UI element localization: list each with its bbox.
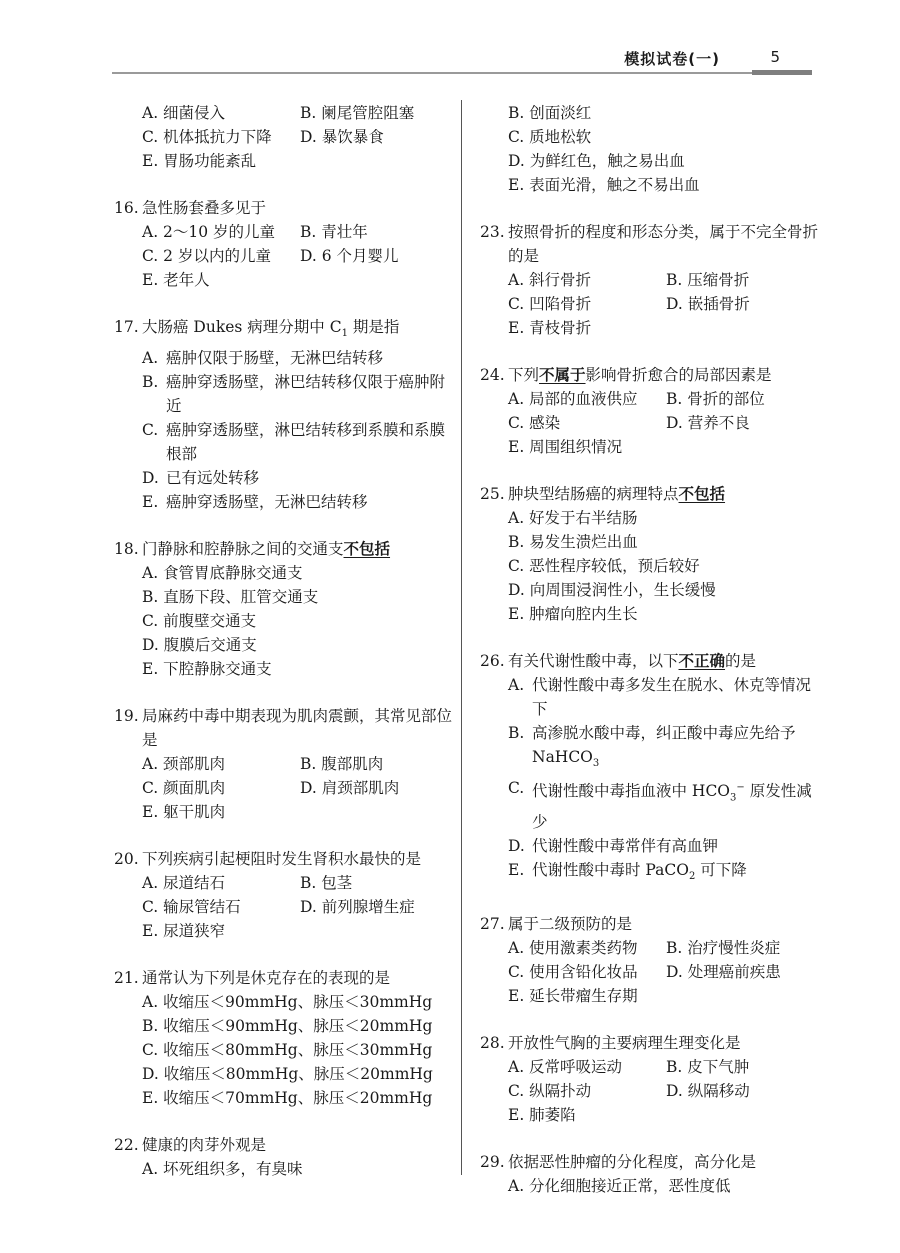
- option-d: D. 暴饮暴食: [300, 128, 384, 146]
- option-c: C. 2 岁以内的儿童: [142, 247, 271, 265]
- option-subscript: 3: [592, 758, 600, 770]
- option-e: E. 肿瘤向腔内生长: [508, 605, 638, 623]
- stem-subscript: 1: [341, 328, 348, 340]
- option-c: C. 质地松软: [508, 128, 592, 146]
- option-d: D. 向周围浸润性小，生长缓慢: [508, 581, 716, 599]
- question-number: 17.: [114, 318, 139, 336]
- option-d: D. 嵌插骨折: [666, 295, 750, 313]
- question-stem: 下列疾病引起梗阻时发生肾积水最快的是: [142, 850, 422, 869]
- option-e: E. 青枝骨折: [508, 319, 592, 337]
- option-text: 癌肿仅限于肠壁，无淋巴结转移: [166, 349, 384, 368]
- stem-text: 下列: [508, 366, 540, 384]
- question-number: 25.: [480, 485, 505, 503]
- question-stem: [142, 537, 459, 561]
- option-a: A. 尿道结石: [142, 874, 226, 893]
- question-17: [114, 315, 459, 514]
- option-c: C. 凹陷骨折: [508, 295, 592, 313]
- stem-text: 大肠癌 Dukes 病理分期中 C: [142, 318, 342, 336]
- option-b: B. 创面淡红: [508, 104, 592, 122]
- option-b: B. 阑尾管腔阻塞: [300, 104, 415, 122]
- question-stem: 急性肠套叠多见于: [142, 199, 267, 217]
- option-e: E. 胃肠功能紊乱: [142, 152, 257, 170]
- option-e: E. 周围组织情况: [508, 438, 623, 456]
- option-a: A. 颈部肌肉: [142, 755, 226, 774]
- question-24: [480, 363, 825, 459]
- question-stem: 通常认为下列是休克存在的表现的是: [142, 969, 391, 988]
- question-29: [480, 1150, 825, 1198]
- option-b: B. 皮下气肿: [666, 1058, 750, 1077]
- option-superscript: −: [736, 782, 745, 794]
- option-c: C. 颜面肌肉: [142, 779, 226, 798]
- option-c: C. 恶性程序较低，预后较好: [508, 557, 700, 575]
- option-a: A. 反常呼吸运动: [508, 1058, 623, 1077]
- option-c: C. 使用含铅化妆品: [508, 963, 638, 982]
- question-stem: 局麻药中毒中期表现为肌肉震颤，其常见部位是: [142, 707, 453, 750]
- question-15-continued: [114, 101, 459, 173]
- left-column: [114, 101, 459, 1204]
- question-stem: 属于二级预防的是: [508, 915, 633, 934]
- option-c: [114, 418, 459, 466]
- question-number: 24.: [480, 366, 505, 384]
- question-number: 16.: [114, 199, 139, 217]
- question-stem: [142, 315, 459, 346]
- header-title: 模拟试卷(一): [624, 50, 720, 68]
- stem-emphasis: 不正确: [678, 651, 726, 670]
- stem-text: 肿块型结肠癌的病理特点: [508, 485, 679, 503]
- stem-emphasis: 不包括: [678, 484, 726, 503]
- header-rule-accent: [752, 70, 812, 75]
- option-e: E. 收缩压＜70mmHg、脉压＜20mmHg: [142, 1089, 433, 1108]
- option-a: A. 好发于右半结肠: [508, 509, 638, 527]
- option-d: D. 纵隔移动: [666, 1082, 750, 1101]
- question-number: 28.: [480, 1034, 505, 1053]
- option-a: A. 2～10 岁的儿童: [142, 223, 276, 241]
- question-26: [480, 649, 825, 889]
- page-header: [0, 0, 900, 80]
- question-number: 22.: [114, 1136, 139, 1155]
- stem-text-end: 期是指: [347, 318, 400, 336]
- option-letter: B.: [142, 373, 159, 392]
- option-letter: D.: [508, 837, 525, 856]
- option-b: [480, 721, 825, 776]
- option-b: B. 直肠下段、肛管交通支: [142, 588, 319, 607]
- question-stem: [508, 482, 825, 506]
- option-text: [532, 721, 825, 776]
- page-number: 5: [770, 48, 780, 66]
- option-c: [480, 776, 825, 834]
- option-text: 癌肿穿透肠壁，无淋巴结转移: [166, 493, 368, 512]
- option-letter: E.: [508, 861, 525, 880]
- question-number: 20.: [114, 850, 139, 869]
- option-d: D. 处理癌前疾患: [666, 963, 781, 982]
- question-27: [480, 912, 825, 1008]
- option-e: E. 老年人: [142, 271, 210, 289]
- option-letter: C.: [508, 779, 525, 798]
- option-c: C. 前腹壁交通支: [142, 612, 257, 631]
- option-e: E. 下腔静脉交通支: [142, 660, 272, 679]
- option-text: 已有远处转移: [166, 469, 260, 488]
- question-28: [480, 1031, 825, 1127]
- option-a: A. 斜行骨折: [508, 271, 592, 289]
- option-b: B. 包茎: [300, 874, 353, 893]
- option-text: [532, 858, 825, 889]
- question-number: 19.: [114, 707, 139, 726]
- option-b: B. 腹部肌肉: [300, 755, 384, 774]
- option-a: A. 收缩压＜90mmHg、脉压＜30mmHg: [142, 993, 433, 1012]
- question-19: [114, 704, 459, 824]
- option-subscript: 2: [688, 871, 696, 883]
- question-23: [480, 220, 825, 340]
- stem-text-end: 影响骨折愈合的局部因素是: [585, 366, 772, 384]
- stem-emphasis: 不属于: [539, 365, 586, 384]
- option-letter: B.: [508, 724, 525, 742]
- question-number: 18.: [114, 540, 139, 559]
- option-text: [532, 776, 825, 834]
- option-c: C. 输尿管结石: [142, 898, 241, 917]
- option-text: 癌肿穿透肠壁，淋巴结转移到系膜和系膜根部: [166, 421, 446, 464]
- option-a: A. 坏死组织多，有臭味: [142, 1160, 303, 1179]
- option-e: E. 肺萎陷: [508, 1106, 576, 1125]
- option-e: [114, 490, 459, 514]
- option-letter: A.: [508, 676, 525, 694]
- header-rule: [112, 72, 812, 74]
- option-c: C. 机体抵抗力下降: [142, 128, 272, 146]
- option-a: [114, 346, 459, 370]
- option-b: B. 收缩压＜90mmHg、脉压＜20mmHg: [142, 1017, 433, 1036]
- question-21: [114, 966, 459, 1110]
- option-text-main: 代谢性酸中毒指血液中 HCO: [532, 782, 731, 801]
- option-b: B. 压缩骨折: [666, 271, 750, 289]
- option-a: [480, 673, 825, 721]
- option-text: 代谢性酸中毒多发生在脱水、休克等情况下: [532, 676, 812, 718]
- option-e: E. 躯干肌肉: [142, 803, 226, 822]
- option-text-main: 代谢性酸中毒时 PaCO: [532, 861, 689, 880]
- stem-text: 门静脉和腔静脉之间的交通支: [142, 540, 344, 559]
- question-stem: 依据恶性肿瘤的分化程度，高分化是: [508, 1153, 757, 1172]
- option-d: D. 收缩压＜80mmHg、脉压＜20mmHg: [142, 1065, 433, 1084]
- question-number: 23.: [480, 223, 505, 241]
- option-c: C. 纵隔扑动: [508, 1082, 592, 1101]
- option-text-end: 原发性减少: [532, 782, 812, 832]
- option-b: B. 骨折的部位: [666, 390, 765, 408]
- question-stem: 健康的肉芽外观是: [142, 1136, 267, 1155]
- option-a: A. 细菌侵入: [142, 104, 226, 122]
- question-18: [114, 537, 459, 681]
- option-e: E. 表面光滑，触之不易出血: [508, 176, 700, 194]
- question-number: 26.: [480, 652, 505, 670]
- option-d: [480, 834, 825, 858]
- option-b: B. 治疗慢性炎症: [666, 939, 781, 958]
- option-e: E. 尿道狭窄: [142, 922, 226, 941]
- question-number: 21.: [114, 969, 139, 988]
- option-text-main: 高渗脱水酸中毒，纠正酸中毒应先给予 NaHCO: [532, 724, 796, 766]
- option-d: [114, 466, 459, 490]
- option-a: A. 使用激素类药物: [508, 939, 638, 958]
- question-stem: [508, 649, 825, 673]
- question-16: [114, 196, 459, 292]
- option-a: A. 食管胃底静脉交通支: [142, 564, 303, 583]
- option-e: [480, 858, 825, 889]
- option-d: D. 前列腺增生症: [300, 898, 415, 917]
- option-d: D. 营养不良: [666, 414, 750, 432]
- option-letter: D.: [142, 469, 159, 488]
- option-b: B. 青壮年: [300, 223, 368, 241]
- option-c: C. 感染: [508, 414, 561, 432]
- option-text-end: 可下降: [695, 861, 747, 880]
- option-d: D. 6 个月婴儿: [300, 247, 399, 265]
- stem-text-end: 的是: [725, 652, 757, 670]
- option-a: A. 分化细胞接近正常，恶性度低: [508, 1177, 731, 1196]
- question-stem: 按照骨折的程度和形态分类，属于不完全骨折的是: [508, 223, 819, 265]
- option-d: D. 腹膜后交通支: [142, 636, 257, 655]
- option-d: D. 为鲜红色，触之易出血: [508, 152, 685, 170]
- column-divider: [461, 100, 462, 1175]
- option-letter: C.: [142, 421, 159, 440]
- stem-emphasis: 不包括: [343, 539, 391, 559]
- option-subscript: 3: [730, 792, 737, 804]
- stem-text: 有关代谢性酸中毒，以下: [508, 652, 679, 670]
- question-25: [480, 482, 825, 626]
- option-a: A. 局部的血液供应: [508, 390, 638, 408]
- question-22-continued: [480, 101, 825, 197]
- option-c: C. 收缩压＜80mmHg、脉压＜30mmHg: [142, 1041, 433, 1060]
- option-e: E. 延长带瘤生存期: [508, 987, 638, 1006]
- question-stem: 开放性气胸的主要病理生理变化是: [508, 1034, 741, 1053]
- question-stem: [508, 363, 825, 387]
- question-number: 27.: [480, 915, 505, 934]
- option-d: D. 肩颈部肌肉: [300, 779, 400, 798]
- right-column: [480, 101, 825, 1221]
- question-20: [114, 847, 459, 943]
- option-letter: A.: [142, 349, 159, 368]
- option-b: [114, 370, 459, 418]
- option-b: B. 易发生溃烂出血: [508, 533, 638, 551]
- option-text: 癌肿穿透肠壁，淋巴结转移仅限于癌肿附近: [166, 373, 446, 416]
- question-number: 29.: [480, 1153, 505, 1172]
- option-text: 代谢性酸中毒常伴有高血钾: [532, 837, 719, 856]
- question-22: [114, 1133, 459, 1181]
- option-letter: E.: [142, 493, 159, 512]
